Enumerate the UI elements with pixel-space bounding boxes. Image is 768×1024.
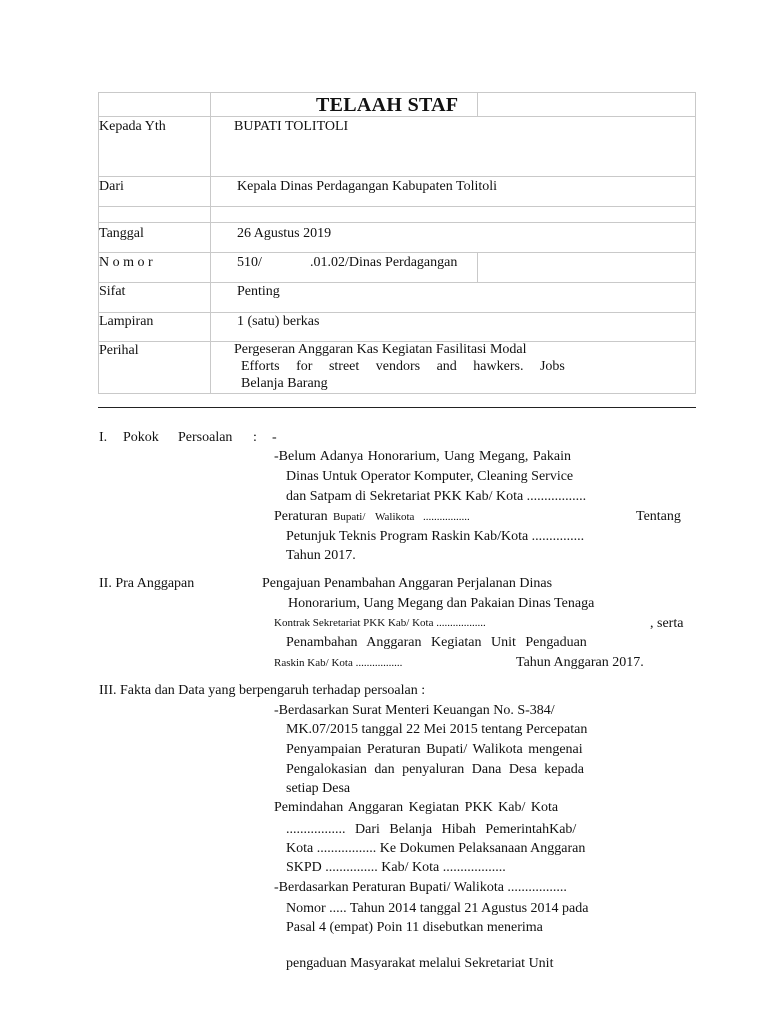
- table-rule: [98, 222, 696, 223]
- value-tanggal: 26 Agustus 2019: [237, 226, 332, 241]
- label-perihal: Perihal: [99, 343, 139, 358]
- section3-p2-line4: SKPD ............... Kab/ Kota ..................: [286, 860, 506, 875]
- section1-line4-peraturan: Peraturan: [274, 509, 328, 524]
- header-separator: [98, 407, 696, 408]
- section2-line1: Pengajuan Penambahan Anggaran Perjalanan Dinas: [262, 576, 553, 591]
- table-rule: [98, 312, 696, 313]
- section1-heading-colon: :: [253, 430, 257, 445]
- section3-p1-line3: Penyampaian Peraturan Bupati/ Walikota mengenai: [286, 742, 583, 757]
- value-lampiran: 1 (satu) berkas: [237, 314, 320, 329]
- label-sifat: Sifat: [99, 284, 126, 299]
- section3-heading: III. Fakta dan Data yang berpengaruh terhadap persoalan :: [99, 683, 426, 698]
- section2-line5-tahun: Tahun Anggaran 2017.: [516, 655, 644, 670]
- section3-p4-line1: pengaduan Masyarakat melalui Sekretariat Unit: [286, 956, 554, 971]
- value-nomor-prefix: 510/: [237, 255, 262, 270]
- section3-p2-line1: Pemindahan Anggaran Kegiatan PKK Kab/ Kota: [274, 800, 559, 815]
- section1-heading-word1: Pokok: [123, 430, 159, 445]
- section1-line5: Petunjuk Teknis Program Raskin Kab/Kota ...............: [286, 529, 585, 544]
- section3-p3-line1: -Berdasarkan Peraturan Bupati/ Walikota .................: [274, 880, 567, 895]
- section3-p1-line1: -Berdasarkan Surat Menteri Keuangan No. S-384/: [274, 703, 555, 718]
- value-sifat: Penting: [237, 284, 280, 299]
- section1-line4-dots: .................: [423, 511, 470, 523]
- document-title: TELAAH STAF: [316, 94, 459, 116]
- section1-line6: Tahun 2017.: [286, 548, 356, 563]
- table-rule: [98, 176, 696, 177]
- section2-heading: II. Pra Anggapan: [99, 576, 195, 591]
- label-tanggal: Tanggal: [99, 226, 144, 241]
- section2-line2: Honorarium, Uang Megang dan Pakaian Dinas Tenaga: [288, 596, 595, 611]
- section1-heading-word2: Persoalan: [178, 430, 233, 445]
- title-cell-divider: [477, 92, 478, 116]
- label-kepada: Kepada Yth: [99, 119, 166, 134]
- section3-p1-line5: setiap Desa: [286, 781, 351, 796]
- section2-line5-raskin: Raskin Kab/ Kota .................: [274, 657, 403, 669]
- section1-line4-tentang: Tentang: [636, 509, 681, 524]
- label-dari: Dari: [99, 179, 124, 194]
- section2-line3-kontrak: Kontrak Sekretariat PKK Kab/ Kota ..................: [274, 617, 486, 629]
- table-border-top: [98, 92, 696, 93]
- table-column-divider: [210, 92, 211, 393]
- nomor-cell-divider: [477, 252, 478, 282]
- value-nomor-suffix: .01.02/Dinas Perdagangan: [310, 255, 458, 270]
- section1-heading-dash: -: [272, 430, 277, 445]
- value-perihal-line3: Belanja Barang: [241, 376, 328, 391]
- value-kepada: BUPATI TOLITOLI: [234, 119, 349, 134]
- label-lampiran: Lampiran: [99, 314, 154, 329]
- table-border-right: [695, 92, 696, 393]
- section3-p3-line3: Pasal 4 (empat) Poin 11 disebutkan menerima: [286, 920, 543, 935]
- section1-line4-bupati: Bupati/: [333, 511, 366, 523]
- section1-line2: Dinas Untuk Operator Komputer, Cleaning Service: [286, 469, 574, 484]
- label-nomor: N o m o r: [99, 255, 153, 270]
- section3-p1-line2: MK.07/2015 tanggal 22 Mei 2015 tentang Percepatan: [286, 722, 588, 737]
- section1-line3: dan Satpam di Sekretariat PKK Kab/ Kota .................: [286, 489, 587, 504]
- section1-number: I.: [99, 430, 108, 445]
- section3-p2-line3: Kota ................. Ke Dokumen Pelaksanaan Anggaran: [286, 841, 586, 856]
- table-rule: [98, 252, 696, 253]
- section1-line4-walikota: Walikota: [375, 511, 415, 523]
- section1-line1: -Belum Adanya Honorarium, Uang Megang, Pakain: [274, 449, 571, 464]
- section3-p1-line4: Pengalokasian dan penyaluran Dana Desa kepada: [286, 762, 584, 777]
- value-perihal-line1: Pergeseran Anggaran Kas Kegiatan Fasilitasi Modal: [234, 342, 527, 357]
- value-dari: Kepala Dinas Perdagangan Kabupaten Tolitoli: [237, 179, 498, 194]
- section3-p3-line2: Nomor ..... Tahun 2014 tanggal 21 Agustus 2014 pada: [286, 901, 589, 916]
- value-perihal-line2: Efforts for street vendors and hawkers. Jobs: [241, 359, 565, 374]
- section2-line3-serta: , serta: [650, 616, 684, 631]
- section3-p2-line2: ................. Dari Belanja Hibah PemerintahKab/: [286, 822, 577, 837]
- table-rule: [98, 206, 696, 207]
- table-rule: [98, 282, 696, 283]
- section2-line4: Penambahan Anggaran Kegiatan Unit Pengaduan: [286, 635, 587, 650]
- table-border-bottom: [98, 393, 696, 394]
